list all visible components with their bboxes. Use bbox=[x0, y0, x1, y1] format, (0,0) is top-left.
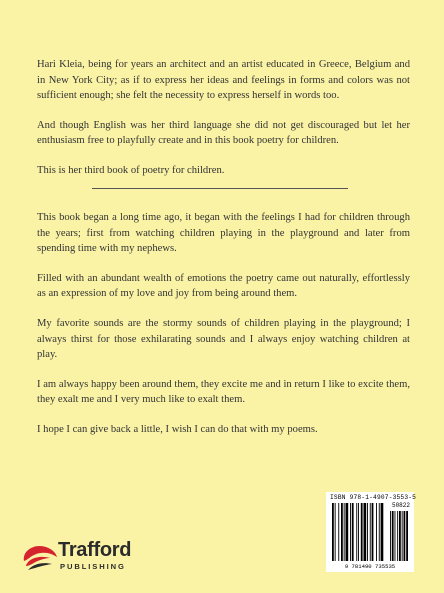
price-code: 50822 bbox=[391, 502, 410, 509]
publisher-mark-icon bbox=[20, 539, 60, 575]
description-paragraph: My favorite sounds are the stormy sounds of children playing in the playground; I always thirst for those exhilarating sounds and I always enjoy watching children at play. bbox=[37, 317, 410, 361]
isbn-barcode bbox=[326, 492, 417, 572]
book-description bbox=[37, 210, 410, 452]
description-paragraph: I hope I can give back a little, I wish I can do that with my poems. bbox=[37, 423, 318, 435]
barcode-number: 9 781490 735535 bbox=[344, 563, 396, 570]
description-paragraph: I am always happy been around them, they excite me and in return I like to excite them, they exalt me and I very much like to exalt them. bbox=[37, 378, 410, 406]
publisher-name: Trafford bbox=[58, 539, 132, 561]
isbn-label: ISBN 978-1-4907-3553-5 bbox=[330, 494, 417, 501]
section-divider bbox=[92, 188, 348, 189]
bio-paragraph: Hari Kleia, being for years an architect and an artist educated in Greece, Belgium and in New York City; as if to express her ideas and feelings in forms and colors was not sufficient enough; she felt the necessity to express herself in words too. bbox=[37, 59, 410, 102]
description-paragraph: This book began a long time ago, it began with the feelings I had for children through the years; first from watching children playing in the playground and later from spending time with my nephews. bbox=[37, 212, 410, 255]
publisher-logo bbox=[20, 537, 170, 577]
description-paragraph: Filled with an abundant wealth of emotions the poetry came out naturally, effortlessly as an expression of my love and joy from being around them. bbox=[37, 272, 410, 300]
barcode-bars bbox=[332, 503, 408, 563]
author-bio bbox=[37, 57, 410, 193]
publisher-subtitle: PUBLISHING bbox=[60, 562, 126, 571]
bio-paragraph: This is her third book of poetry for children. bbox=[37, 164, 225, 176]
bio-paragraph: And though English was her third language she did not get discouraged but let her enthusiasm free to playfully create and in this book poetry for children. bbox=[37, 119, 410, 147]
